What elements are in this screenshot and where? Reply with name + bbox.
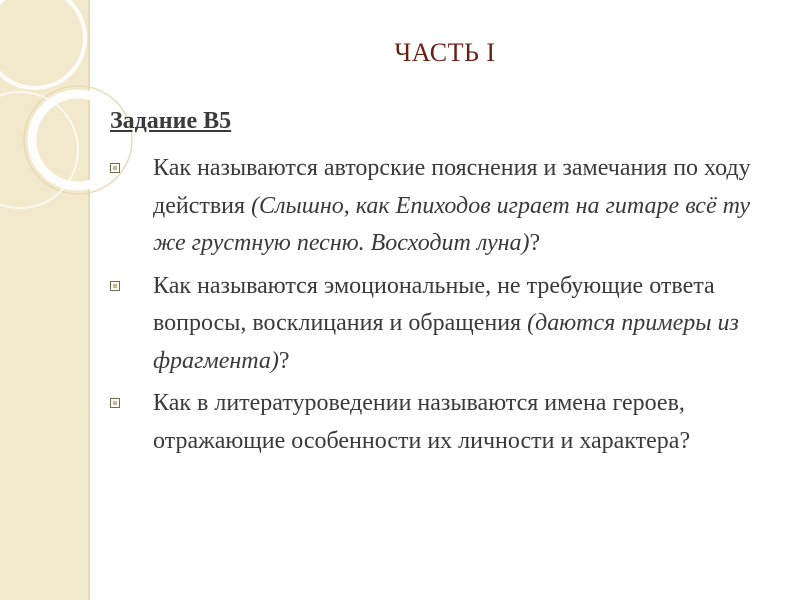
question-item [110,385,782,460]
question-item [110,268,782,381]
bullet-icon [110,281,120,291]
question-italic-example: (Слышно, как Епиходов играет на гитаре всё ту же грустную песню. Восходит луна) [153,192,750,256]
bullet-icon [110,163,120,173]
question-item [110,150,782,263]
task-heading: Задание В5 [110,108,232,134]
question-list [110,150,782,465]
question-text: Как называются эмоциональные, не требующие ответа вопросы, восклицания и обращения [153,272,715,336]
question-text: Как называются авторские пояснения и замечания по ходу действия [153,155,751,219]
question-italic-example: (даются примеры из фрагмента) [153,310,739,374]
bullet-icon [110,398,120,408]
question-text: Как в литературоведении называются имена героев, отражающие особенности их личности и характера? [153,390,691,454]
question-end: ? [278,347,290,374]
slide-title: ЧАСТЬ I [394,38,496,67]
question-end: ? [529,230,541,256]
